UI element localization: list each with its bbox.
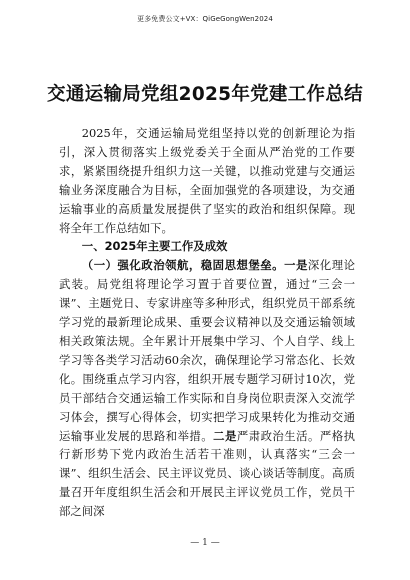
paragraph-text: 深化理论武装。局党组将理论学习置于首要位置，通过“三会一课”、主题党日、专家讲座等多种形式，组织党员干部系统学习党的最新理论成果、重要会议精神以及交通运输领域相关政策法规。全年累计开展集中学习、个人自学、线上学习等各类学习活动60余次，确保理论学习常态化、长效化。围绕重点学习内容，组织开展专题学习研讨10次，党员干部结合交通运输工作实际和自身岗位职责深入交流学习体会，撰写心得体会，切实把学习成果转化为推动交通运输事业发展的思路和举措。: [59, 258, 355, 443]
lead-marker: 一是: [284, 258, 308, 273]
paragraph-text: 严肃政治生活。严格执行新形势下党内政治生活若干准则，认真落实“三会一课”、组织生活会、民主评议党员、谈心谈话等制度。高质量召开年度组织生活会和开展民主评议党员工作，党员干部之间深: [59, 428, 355, 519]
lead-marker: 二是: [213, 428, 237, 443]
intro-paragraph: 2025年，交通运输局党组坚持以党的创新理论为指引，深入贯彻落实上级党委关于全面从严治党的工作要求，紧紧围绕提升组织力这一关键，以推动党建与交通运输业务深度融合为目标，全面加强党的各项建设，为交通运输事业的高质量发展提供了坚实的政治和组织保障。现将全年工作总结如下。: [59, 126, 355, 235]
document-title: 交通运输局党组2025年党建工作总结: [47, 84, 363, 105]
subsection-paragraph: [59, 256, 355, 521]
document-body: [59, 124, 355, 521]
subsection-heading: （一）强化政治领航，稳固思想堡垒。: [81, 258, 285, 273]
page-number: — 1 —: [190, 538, 220, 548]
header-note: 更多免费公文+VX：QiGeGongWen2024: [137, 15, 273, 23]
section-heading: 一、2025年主要工作及成效: [81, 239, 228, 254]
